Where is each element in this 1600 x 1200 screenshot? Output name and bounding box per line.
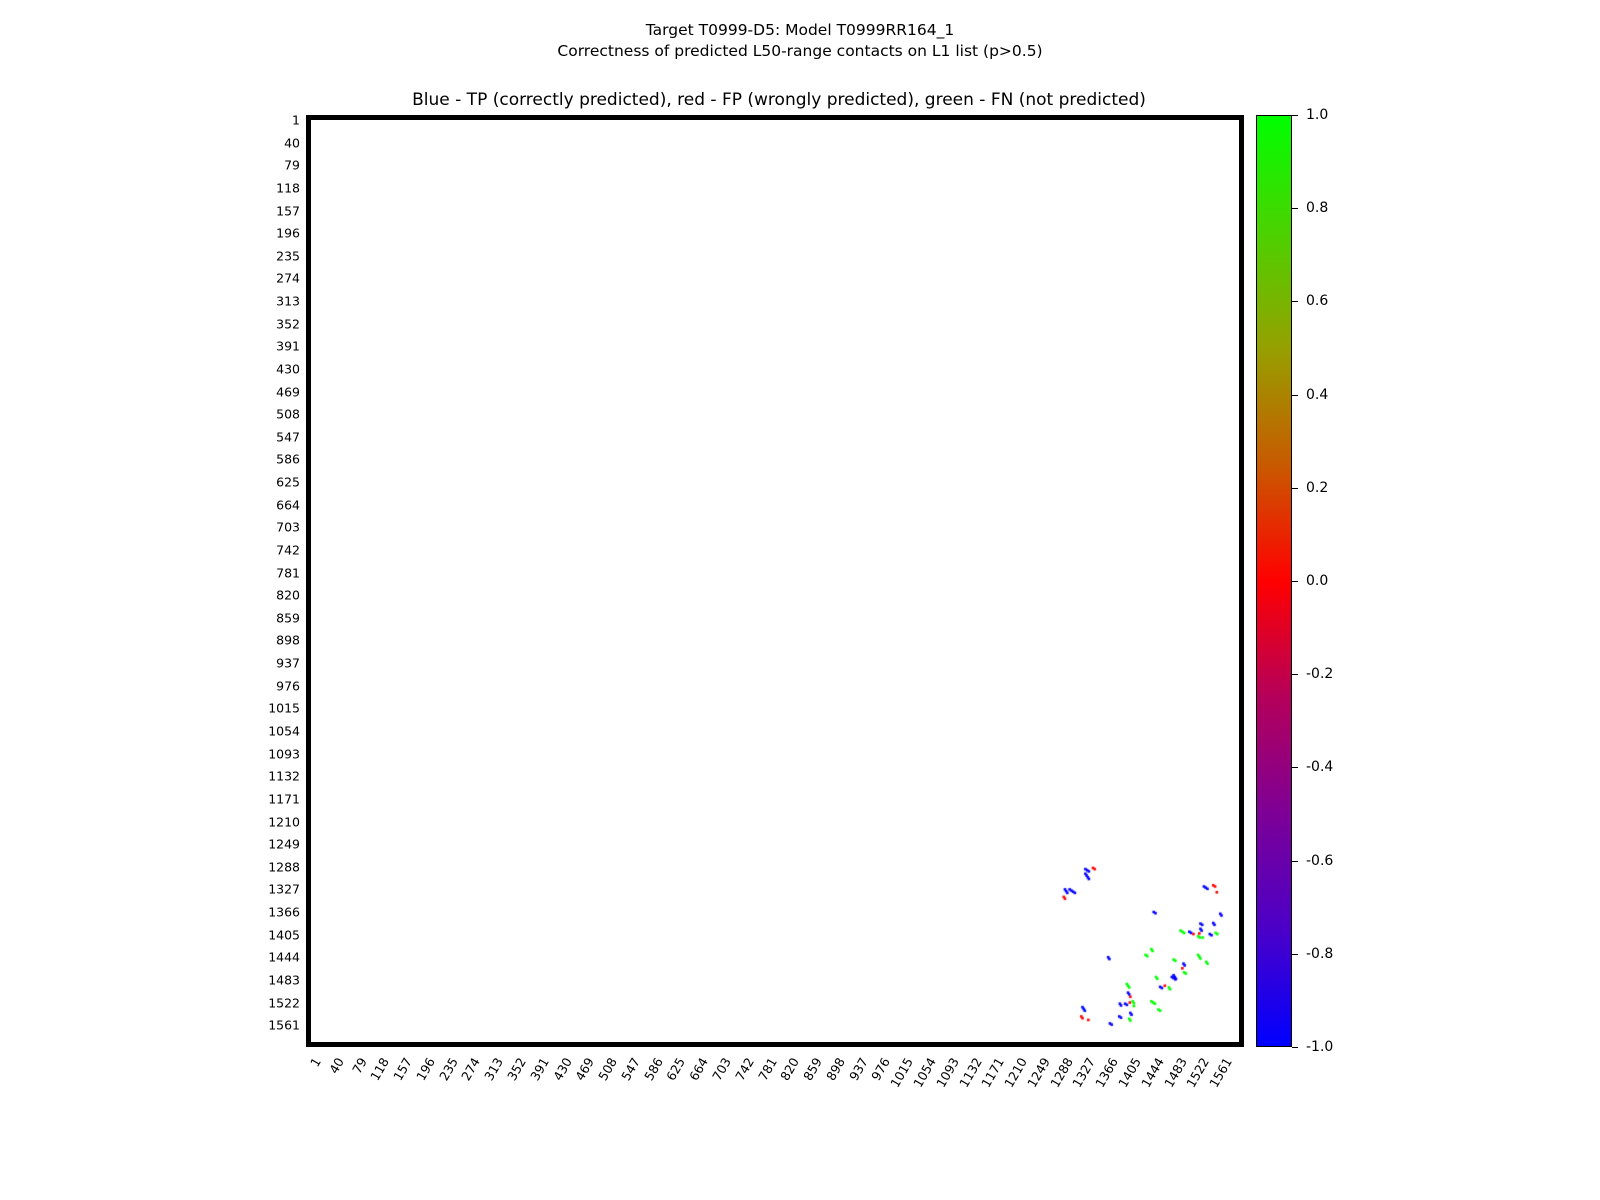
- colorbar-tick-label: 0.0: [1306, 573, 1329, 589]
- y-tick-label: 157: [276, 203, 300, 219]
- x-tick-label: 1171: [978, 1055, 1008, 1091]
- title-block: [0, 20, 1600, 62]
- colorbar-tick-label: -0.8: [1306, 945, 1334, 962]
- colorbar-tick-mark: [1292, 488, 1298, 489]
- colorbar-tick-label: 0.8: [1306, 200, 1329, 217]
- y-tick-label: 898: [276, 632, 300, 648]
- x-tick-label: 1249: [1023, 1055, 1053, 1091]
- x-axis-tick-labels: [306, 1047, 1244, 1167]
- y-tick-label: 391: [276, 338, 300, 354]
- y-tick-label: 1: [292, 112, 300, 128]
- y-tick-label: 547: [276, 429, 300, 445]
- x-tick-label: 235: [435, 1055, 461, 1084]
- x-tick-label: 1366: [1092, 1055, 1122, 1091]
- y-tick-label: 937: [276, 655, 300, 671]
- colorbar-tick-mark: [1292, 861, 1298, 862]
- y-tick-label: 1522: [268, 995, 300, 1011]
- y-tick-label: 586: [276, 451, 300, 467]
- y-tick-label: 430: [276, 361, 300, 377]
- x-tick-label: 586: [640, 1055, 666, 1084]
- y-tick-label: 1132: [268, 768, 300, 784]
- x-tick-label: 1288: [1046, 1055, 1076, 1091]
- y-tick-label: 274: [276, 270, 300, 286]
- x-tick-label: 1327: [1069, 1055, 1099, 1091]
- x-tick-label: 1015: [887, 1055, 917, 1091]
- x-tick-label: 547: [617, 1055, 643, 1084]
- y-tick-label: 1561: [268, 1017, 300, 1033]
- colorbar-tick-mark: [1292, 954, 1298, 955]
- y-tick-label: 1483: [268, 972, 300, 988]
- x-tick-label: 664: [686, 1055, 712, 1084]
- contact-map-plot-area: [306, 115, 1244, 1047]
- x-tick-label: 625: [663, 1055, 689, 1084]
- y-tick-label: 1444: [268, 949, 300, 965]
- y-tick-label: 1054: [268, 723, 300, 739]
- colorbar-tick-mark: [1292, 395, 1298, 396]
- y-tick-label: 1249: [268, 836, 300, 852]
- y-tick-label: 1171: [268, 791, 300, 807]
- y-tick-label: 664: [276, 497, 300, 513]
- colorbar-tick-label: -0.2: [1306, 666, 1334, 683]
- x-tick-label: 820: [777, 1055, 803, 1084]
- chart-title-line-1: Target T0999-D5: Model T0999RR164_1: [645, 21, 955, 39]
- y-tick-label: 118: [276, 180, 300, 196]
- y-tick-label: 196: [276, 225, 300, 241]
- x-tick-label: 40: [325, 1055, 347, 1077]
- x-tick-label: 274: [458, 1055, 484, 1084]
- y-tick-label: 508: [276, 406, 300, 422]
- colorbar-tick-mark: [1292, 1047, 1298, 1048]
- x-tick-label: 703: [709, 1055, 734, 1084]
- y-tick-label: 1210: [268, 814, 300, 829]
- y-tick-label: 40: [284, 135, 300, 151]
- x-tick-label: 469: [572, 1055, 598, 1084]
- x-tick-label: 352: [504, 1055, 529, 1084]
- x-tick-label: 391: [526, 1055, 552, 1084]
- y-tick-label: 859: [276, 610, 300, 626]
- x-tick-label: 196: [412, 1055, 438, 1084]
- x-tick-label: 976: [868, 1055, 894, 1084]
- y-tick-label: 313: [276, 293, 300, 309]
- x-tick-label: 508: [595, 1055, 621, 1084]
- y-tick-label: 235: [276, 248, 300, 264]
- x-tick-label: 1522: [1183, 1055, 1213, 1091]
- x-tick-label: 1132: [955, 1055, 985, 1091]
- x-tick-label: 1: [307, 1055, 324, 1070]
- colorbar-tick-label: -0.4: [1306, 759, 1334, 776]
- x-tick-label: 1444: [1137, 1055, 1167, 1091]
- contact-map-canvas: [311, 120, 1239, 1042]
- y-tick-label: 1093: [268, 746, 300, 762]
- x-tick-label: 79: [348, 1055, 370, 1077]
- y-tick-label: 469: [276, 384, 300, 400]
- x-tick-label: 742: [731, 1055, 757, 1084]
- colorbar-tick-mark: [1292, 674, 1298, 675]
- y-tick-label: 820: [276, 587, 300, 603]
- y-tick-label: 742: [276, 542, 300, 558]
- colorbar-tick-label: 0.4: [1306, 386, 1329, 403]
- colorbar-tick-mark: [1292, 301, 1298, 302]
- colorbar-tick-mark: [1292, 208, 1298, 209]
- x-tick-label: 313: [481, 1055, 507, 1084]
- colorbar-tick-mark: [1292, 581, 1298, 582]
- y-tick-label: 1327: [268, 881, 300, 897]
- y-tick-label: 1015: [268, 700, 300, 716]
- colorbar-tick-mark: [1292, 115, 1298, 116]
- chart-title-line-2: Correctness of predicted L50-range contacts on L1 list (p>0.5): [557, 41, 1043, 60]
- y-tick-label: 976: [276, 678, 300, 694]
- y-tick-label: 781: [276, 565, 300, 581]
- colorbar-gradient: [1256, 115, 1292, 1047]
- x-tick-label: 1093: [932, 1055, 962, 1091]
- x-tick-label: 898: [822, 1055, 848, 1084]
- y-tick-label: 1405: [268, 927, 300, 943]
- x-tick-label: 1210: [1001, 1055, 1031, 1091]
- x-tick-label: 937: [845, 1055, 871, 1084]
- colorbar-tick-label: -1.0: [1306, 1039, 1334, 1055]
- x-tick-label: 1483: [1160, 1055, 1190, 1091]
- colorbar-tick-label: 0.6: [1306, 293, 1329, 310]
- y-tick-label: 79: [284, 157, 300, 173]
- y-tick-label: 352: [276, 316, 300, 332]
- x-tick-label: 1054: [910, 1055, 939, 1091]
- colorbar-tick-mark: [1292, 767, 1298, 768]
- x-tick-label: 118: [367, 1055, 393, 1084]
- x-tick-label: 1561: [1206, 1055, 1236, 1091]
- legend-annotation: Blue - TP (correctly predicted), red - FP (wrongly predicted), green - FN (not predicted): [412, 90, 1146, 110]
- y-tick-label: 1366: [268, 904, 300, 920]
- colorbar-tick-label: 1.0: [1306, 107, 1329, 123]
- colorbar-tick-label: 0.2: [1306, 479, 1329, 496]
- y-axis-tick-labels: [236, 112, 300, 1047]
- x-tick-label: 859: [800, 1055, 826, 1084]
- x-tick-label: 430: [549, 1055, 575, 1084]
- colorbar-tick-label: -0.6: [1306, 852, 1334, 869]
- x-tick-label: 157: [390, 1055, 416, 1084]
- x-tick-label: 781: [754, 1055, 780, 1084]
- y-tick-label: 625: [276, 474, 300, 490]
- colorbar-tick-labels: [1292, 107, 1362, 1055]
- y-tick-label: 703: [276, 519, 300, 535]
- x-tick-label: 1405: [1115, 1055, 1144, 1091]
- y-tick-label: 1288: [268, 859, 300, 875]
